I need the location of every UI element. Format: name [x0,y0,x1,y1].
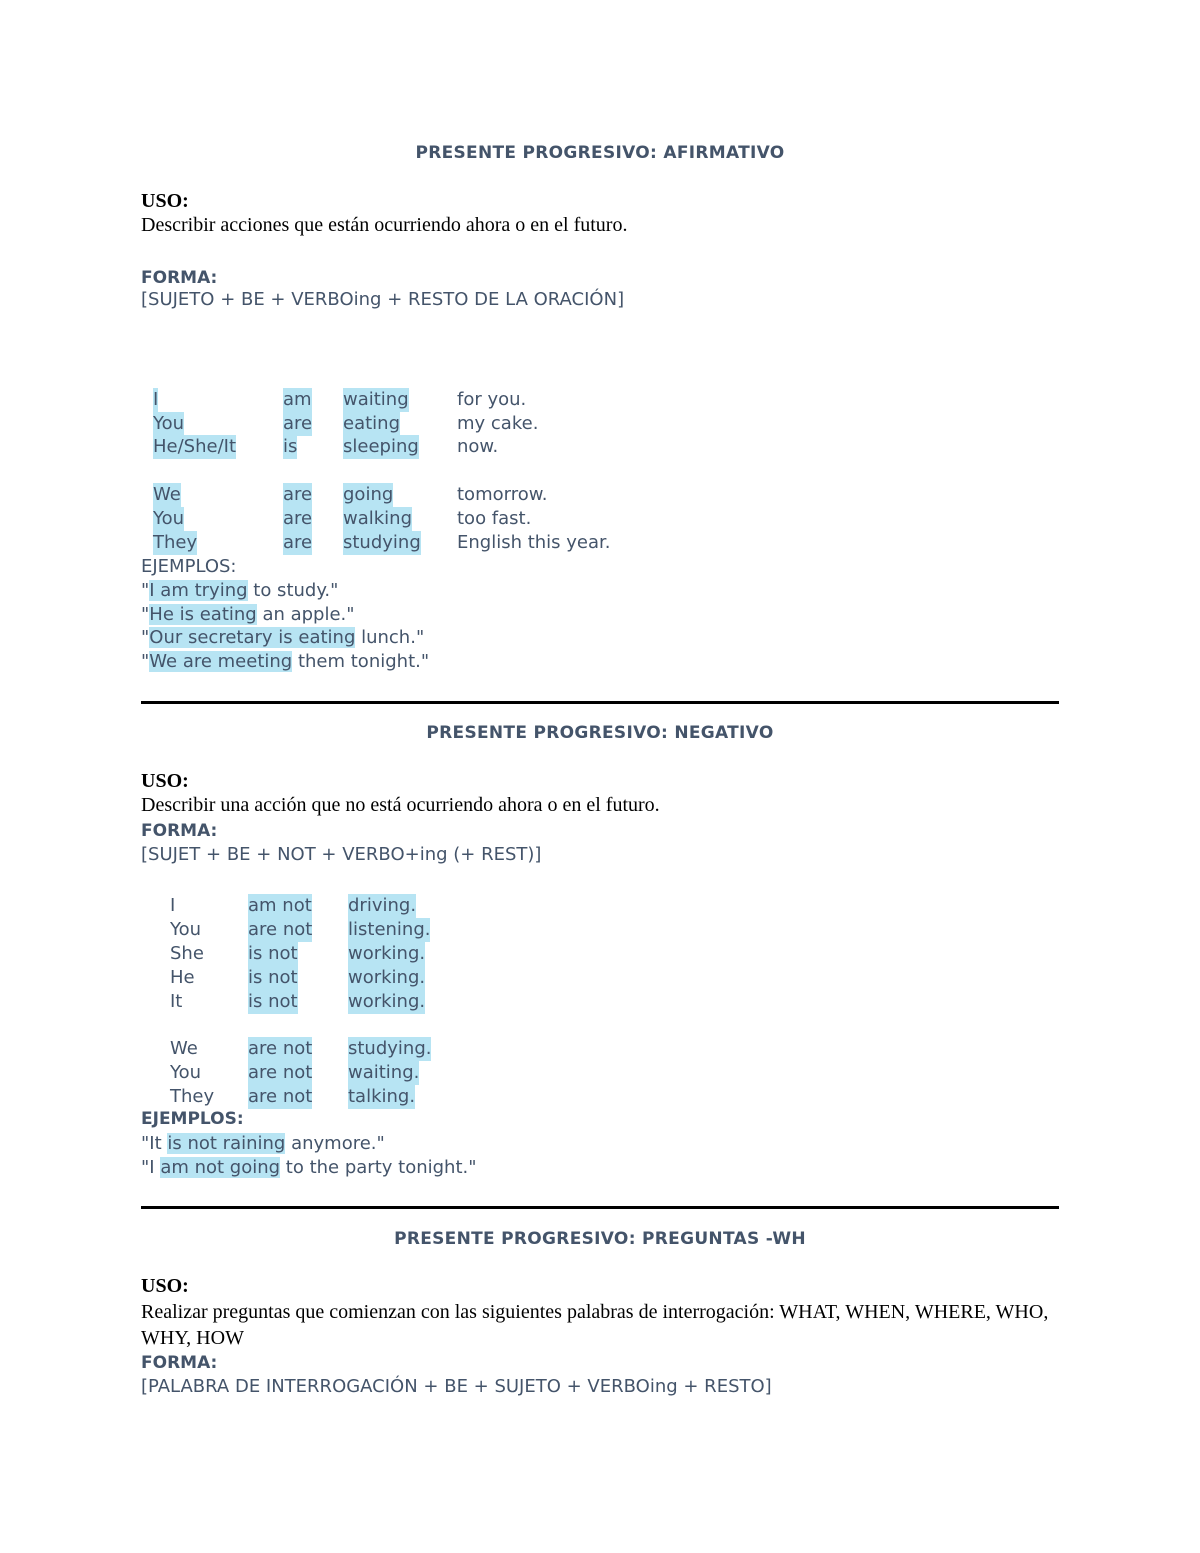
forma-label: FORMA: [141,1353,218,1373]
example-line: "Our secretary is eating lunch." [141,627,425,648]
section-title-afirmativo: PRESENTE PROGRESIVO: AFIRMATIVO [415,143,785,163]
table-verb: working. [348,967,426,988]
table-be: are not [248,1086,313,1107]
example-line: "We are meeting them tonight." [141,651,430,672]
table-verb: talking. [348,1086,416,1107]
section-title-negativo: PRESENTE PROGRESIVO: NEGATIVO [426,723,774,743]
uso-text: Realizar preguntas que comienzan con las siguientes palabras de interrogación: WHAT, WHEN, WHERE, WHO, WHY, HOW [141,1301,1049,1349]
table-verb: waiting. [348,1062,420,1083]
section-divider [141,701,1059,704]
ejemplos-label: EJEMPLOS: [141,556,237,577]
table-be: are [283,484,313,505]
table-subject: I [153,389,159,410]
table-verb: listening. [348,919,431,940]
table-subject: I [170,895,176,916]
table-verb: driving. [348,895,417,916]
table-subject: He [170,967,195,988]
table-verb: waiting [343,389,409,410]
example-line: "I am not going to the party tonight." [141,1157,477,1178]
table-be: are not [248,1062,313,1083]
table-rest: my cake. [457,413,539,434]
forma-formula: [SUJETO + BE + VERBOing + RESTO DE LA ORACIÓN] [141,289,625,310]
table-verb: studying [343,532,421,553]
table-subject: You [153,413,185,434]
forma-formula: [SUJET + BE + NOT + VERBO+ing (+ REST)] [141,844,542,865]
table-verb: walking [343,508,413,529]
table-be: is not [248,991,298,1012]
table-verb: working. [348,991,426,1012]
section-divider [141,1206,1059,1209]
example-line: "It is not raining anymore." [141,1133,385,1154]
table-be: is not [248,943,298,964]
table-verb: studying. [348,1038,432,1059]
table-subject: You [170,919,202,940]
uso-label: USO: [141,770,189,792]
table-subject: They [170,1086,215,1107]
example-line: "He is eating an apple." [141,604,355,625]
uso-label: USO: [141,1275,189,1297]
table-subject: They [153,532,198,553]
table-be: are not [248,919,313,940]
forma-formula: [PALABRA DE INTERROGACIÓN + BE + SUJETO + VERBOing + RESTO] [141,1376,772,1397]
forma-label: FORMA: [141,821,218,841]
table-subject: We [153,484,181,505]
table-be: is not [248,967,298,988]
table-be: am not [248,895,312,916]
section-title-preguntas-wh: PRESENTE PROGRESIVO: PREGUNTAS -WH [394,1229,806,1249]
table-be: am [283,389,312,410]
table-subject: You [170,1062,202,1083]
table-verb: eating [343,413,400,434]
table-verb: sleeping [343,436,419,457]
table-subject: It [170,991,183,1012]
table-subject: He/She/It [153,436,237,457]
table-rest: tomorrow. [457,484,548,505]
table-rest: for you. [457,389,527,410]
uso-text: Describir una acción que no está ocurriendo ahora o en el futuro. [141,794,660,816]
table-verb: working. [348,943,426,964]
table-verb: going [343,484,394,505]
table-subject: You [153,508,185,529]
uso-label: USO: [141,190,189,212]
table-be: are [283,413,313,434]
table-be: are not [248,1038,313,1059]
example-line: "I am trying to study." [141,580,339,601]
table-rest: now. [457,436,499,457]
table-rest: too fast. [457,508,532,529]
table-be: are [283,508,313,529]
table-subject: She [170,943,204,964]
table-be: are [283,532,313,553]
table-subject: We [170,1038,198,1059]
table-be: is [283,436,298,457]
forma-label: FORMA: [141,268,218,288]
uso-text: Describir acciones que están ocurriendo ahora o en el futuro. [141,214,628,236]
ejemplos-label: EJEMPLOS: [141,1109,244,1129]
table-rest: English this year. [457,532,611,553]
